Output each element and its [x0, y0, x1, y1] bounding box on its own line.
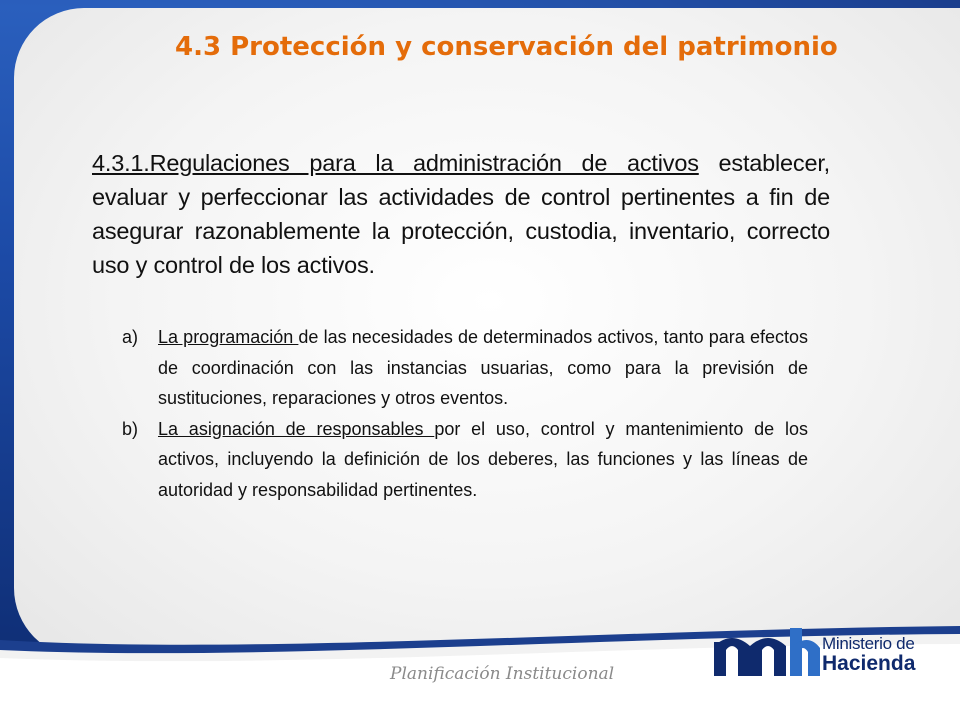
logo-line-2: Hacienda	[822, 652, 916, 675]
list-item-text	[158, 322, 808, 414]
list-item-body: por el uso, control y mantenimiento de los activos, incluyendo la definición de los deberes, las funciones y las líneas de autoridad y responsabilidad pertinentes.	[158, 418, 808, 500]
list-item	[122, 322, 808, 414]
list-marker: b)	[122, 418, 139, 439]
list-item	[122, 414, 808, 506]
list-item-text	[158, 414, 808, 506]
logo-line-1: Ministerio de	[822, 634, 915, 653]
list-marker: a)	[122, 327, 139, 347]
paragraph-body: establecer, evaluar y perfeccionar las actividades de control pertinentes a fin de asegurar razonablemente la protección, custodia, inventario, correcto uso y control de los activos.	[92, 150, 830, 278]
main-paragraph	[92, 146, 830, 282]
list-item-body: de las necesidades de determinados activos, tanto para efectos de coordinación con las instancias usuarias, como para la previsión de sustituciones, reparaciones y otros eventos.	[158, 327, 808, 408]
activity-list	[122, 322, 808, 505]
slide-title: 4.3 Protección y conservación del patrimonio	[175, 32, 838, 62]
list-item-heading: La asignación de responsables	[158, 418, 435, 439]
list-item-heading: La programación	[158, 327, 299, 347]
footer-tagline: Planificación Institucional	[390, 664, 615, 684]
paragraph-lead: 4.3.1.Regulaciones para la administración de activos	[92, 150, 699, 176]
